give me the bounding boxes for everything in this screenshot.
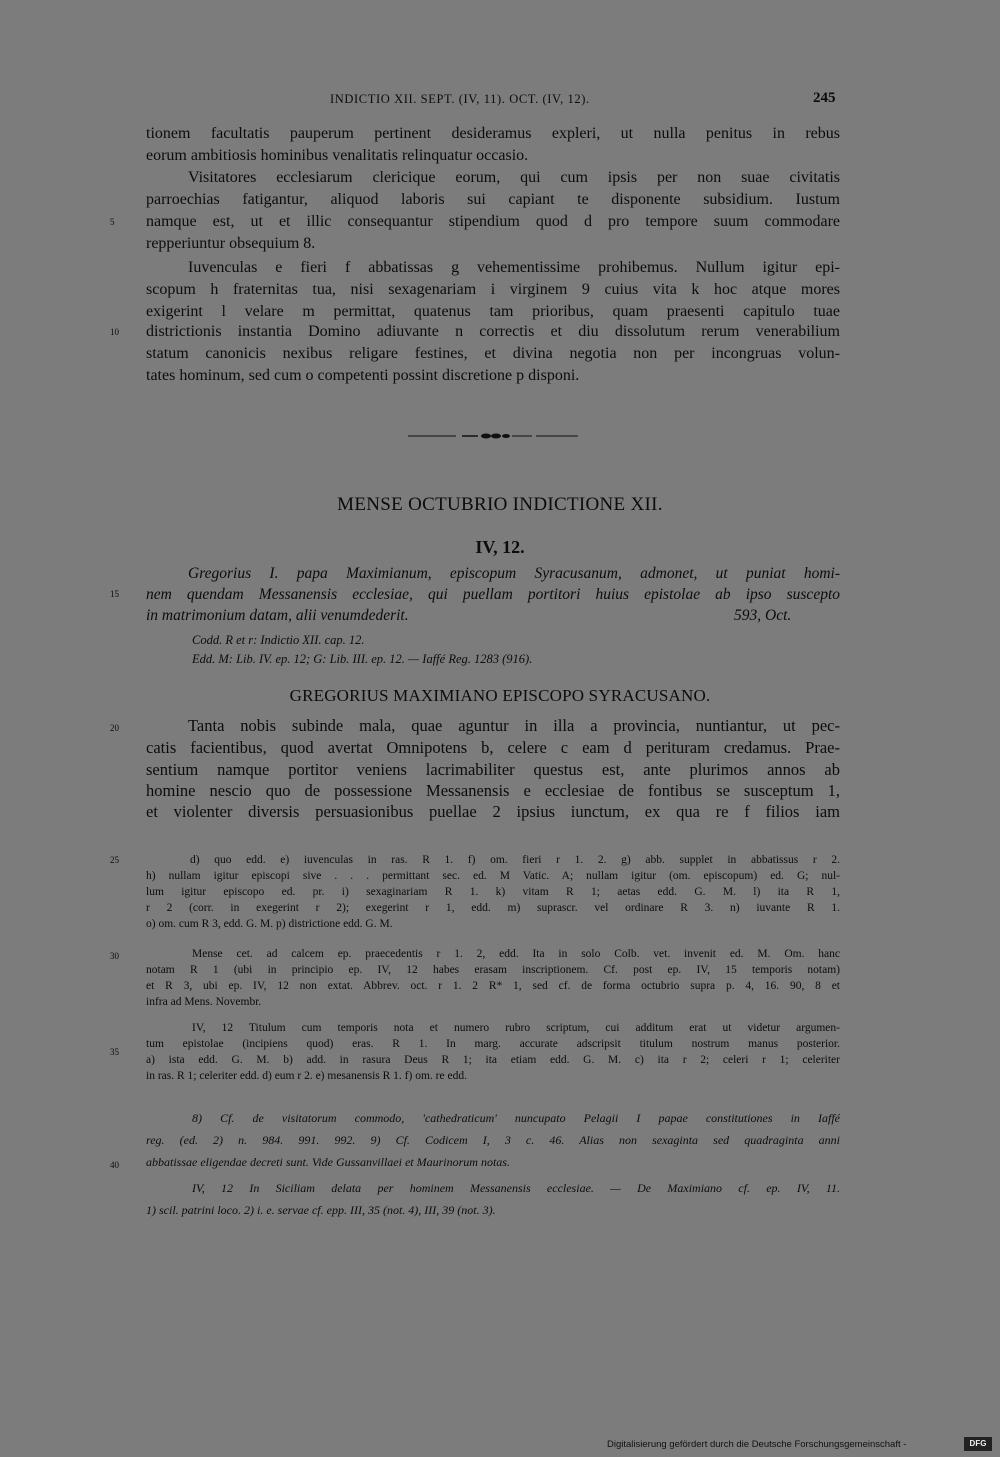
ornament-divider [408, 433, 578, 439]
body-line: scopum h fraternitas tua, nisi sexagenariam i virginem 9 cuius vita k hoc atque mores [146, 281, 840, 298]
line-number: 30 [110, 951, 119, 961]
summary-line: in matrimonium datam, alii venumdederit. [146, 607, 409, 624]
body-line: statum canonicis nexibus religare festines, et divina negotia non per incongruas volun- [146, 345, 840, 362]
line-number: 20 [110, 723, 119, 733]
commentary-line: reg. (ed. 2) n. 984. 991. 992. 9) Cf. Codicem I, 3 c. 46. Alias non sexaginta sed quadraginta anni [146, 1133, 840, 1147]
edd-line: Edd. M: Lib. IV. ep. 12; G: Lib. III. ep. 12. — Iaffé Reg. 1283 (916). [192, 652, 533, 666]
body-line: exigerint l velare m permittat, quatenus tam prioribus, quam praesenti capitulo tuae [146, 303, 840, 320]
apparatus-line: h) nullam igitur episcopi sive . . . permittant sec. ed. M Vatic. A; nullam igitur (om. episcopum) ed. G; nul- [146, 870, 840, 882]
apparatus-line: a) ista edd. G. M. b) add. in rasura Deus R 1; ita etiam edd. G. M. c) ita r 2; celeri r 1; celeriter [146, 1054, 840, 1066]
letter-line: Tanta nobis subinde mala, quae aguntur in illa a provincia, nuntiantur, ut pec- [188, 716, 840, 735]
commentary-line: 1) scil. patrini loco. 2) i. e. servae cf. epp. III, 35 (not. 4), III, 39 (not. 3). [146, 1203, 496, 1217]
body-line: repperiuntur obsequium 8. [146, 235, 316, 252]
apparatus-line: in ras. R 1; celeriter edd. d) eum r 2. e) mesanensis R 1. f) om. re edd. [146, 1070, 467, 1082]
line-number: 35 [110, 1047, 119, 1057]
apparatus-line: r 2 (corr. in exegerint r 2); exegerint r 1, edd. m) suprascr. vel ordinare R 3. n) iuvante R 1. [146, 902, 840, 914]
line-number: 15 [110, 589, 119, 599]
body-line: Visitatores ecclesiarum clericique eorum, qui cum ipsis per non suae civitatis [188, 169, 840, 186]
body-line: eorum ambitiosis hominibus venalitatis relinquatur occasio. [146, 147, 529, 164]
apparatus-line: tum epistolae (incipiens quod) eras. R 1. In marg. accurate adscripsit titulum nostrum manus posterior. [146, 1038, 840, 1050]
summary-line: Gregorius I. papa Maximianum, episcopum Syracusanum, admonet, ut puniat homi- [188, 565, 840, 582]
body-line: districtionis instantia Domino adiuvante n correctis et diu dissolutum rerum venerabilium [146, 323, 840, 340]
footer-credit: Digitalisierung gefördert durch die Deutsche Forschungsgemeinschaft - [607, 1439, 907, 1450]
apparatus-line: Mense cet. ad calcem ep. praecedentis r 1. 2, edd. Ita in solo Colb. vet. invenit ed. M. Om. hanc [192, 948, 840, 960]
commentary-line: abbatissae eligendae decreti sunt. Vide Gussanvillaei et Maurinorum notas. [146, 1155, 510, 1169]
letter-line: homine nescio quo de possessione Messanensis e ecclesiae de fontibus se susceptum 1, [146, 781, 840, 800]
commentary-line: IV, 12 In Siciliam delata per hominem Messanensis ecclesiae. — De Maximiano cf. ep. IV, 11. [192, 1181, 840, 1195]
apparatus-line: o) om. cum R 3, edd. G. M. p) districtione edd. G. M. [146, 918, 393, 930]
letter-line: catis facientibus, quod avertat Omnipotens b, celere c eam d perituram credamus. Prae- [146, 738, 840, 757]
body-line: tates hominum, sed cum o competenti possint discretione p disponi. [146, 367, 580, 384]
summary-date: 593, Oct. [734, 607, 792, 624]
apparatus-line: IV, 12 Titulum cum temporis nota et numero rubro scriptum, cui additum erat ut videtur argumen- [192, 1022, 840, 1034]
summary-line: nem quendam Messanensis ecclesiae, qui puellam portitori huius epistolae ab ipso suscepto [146, 586, 840, 603]
letter-title: GREGORIUS MAXIMIANO EPISCOPO SYRACUSANO. [289, 686, 711, 705]
codd-line: Codd. R et r: Indictio XII. cap. 12. [192, 633, 365, 647]
letter-number: IV, 12. [475, 537, 525, 557]
commentary-line: 8) Cf. de visitatorum commodo, 'cathedraticum' nuncupato Pelagii I papae constitutiones in Iaffé [192, 1111, 840, 1125]
line-number: 10 [110, 327, 119, 337]
dfg-logo: DFG [964, 1437, 992, 1451]
section-title: MENSE OCTUBRIO INDICTIONE XII. [337, 494, 663, 515]
body-line: parroechias fatigantur, aliquod laboris sui capiant te disponente subsidium. Iustum [146, 191, 840, 208]
line-number: 40 [110, 1160, 119, 1170]
page-number: 245 [813, 90, 836, 106]
line-number: 5 [110, 217, 115, 227]
body-line: namque est, ut et illic consequantur stipendium quod d pro tempore suum commodare [146, 213, 840, 230]
letter-line: et violenter diversis persuasionibus puellae 2 ipsius iunctum, ex qua re f filios iam [146, 802, 840, 821]
line-number: 25 [110, 855, 119, 865]
apparatus-line: infra ad Mens. Novembr. [146, 996, 262, 1008]
body-line: tionem facultatis pauperum pertinent desideramus expleri, ut nulla penitus in rebus [146, 125, 840, 142]
apparatus-line: et R 3, ubi ep. IV, 12 non extat. Abbrev. oct. r 1. 2 R* 1, sed cf. de forma octubrio supra p. 4, 16. 90, 8 et [146, 980, 840, 992]
running-title: INDICTIO XII. SEPT. (IV, 11). OCT. (IV, 12). [330, 92, 590, 106]
apparatus-line: lum igitur episcopo ed. pr. i) sexaginariam R 1. k) vitam R 1; aetas edd. G. M. l) ita R 1, [146, 886, 840, 898]
letter-line: sentium namque portitor veniens lacrimabiliter questus est, ante plurimos annos ab [146, 760, 840, 779]
apparatus-line: notam R 1 (ubi in principio ep. IV, 12 habes erasam inscriptionem. Cf. post ep. IV, 15 temporis notam) [146, 964, 840, 976]
body-line: Iuvenculas e fieri f abbatissas g vehementissime prohibemus. Nullum igitur epi- [188, 259, 840, 276]
apparatus-line: d) quo edd. e) iuvenculas in ras. R 1. f) om. fieri r 1. 2. g) abb. supplet in abbatissus r 2. [190, 854, 840, 866]
